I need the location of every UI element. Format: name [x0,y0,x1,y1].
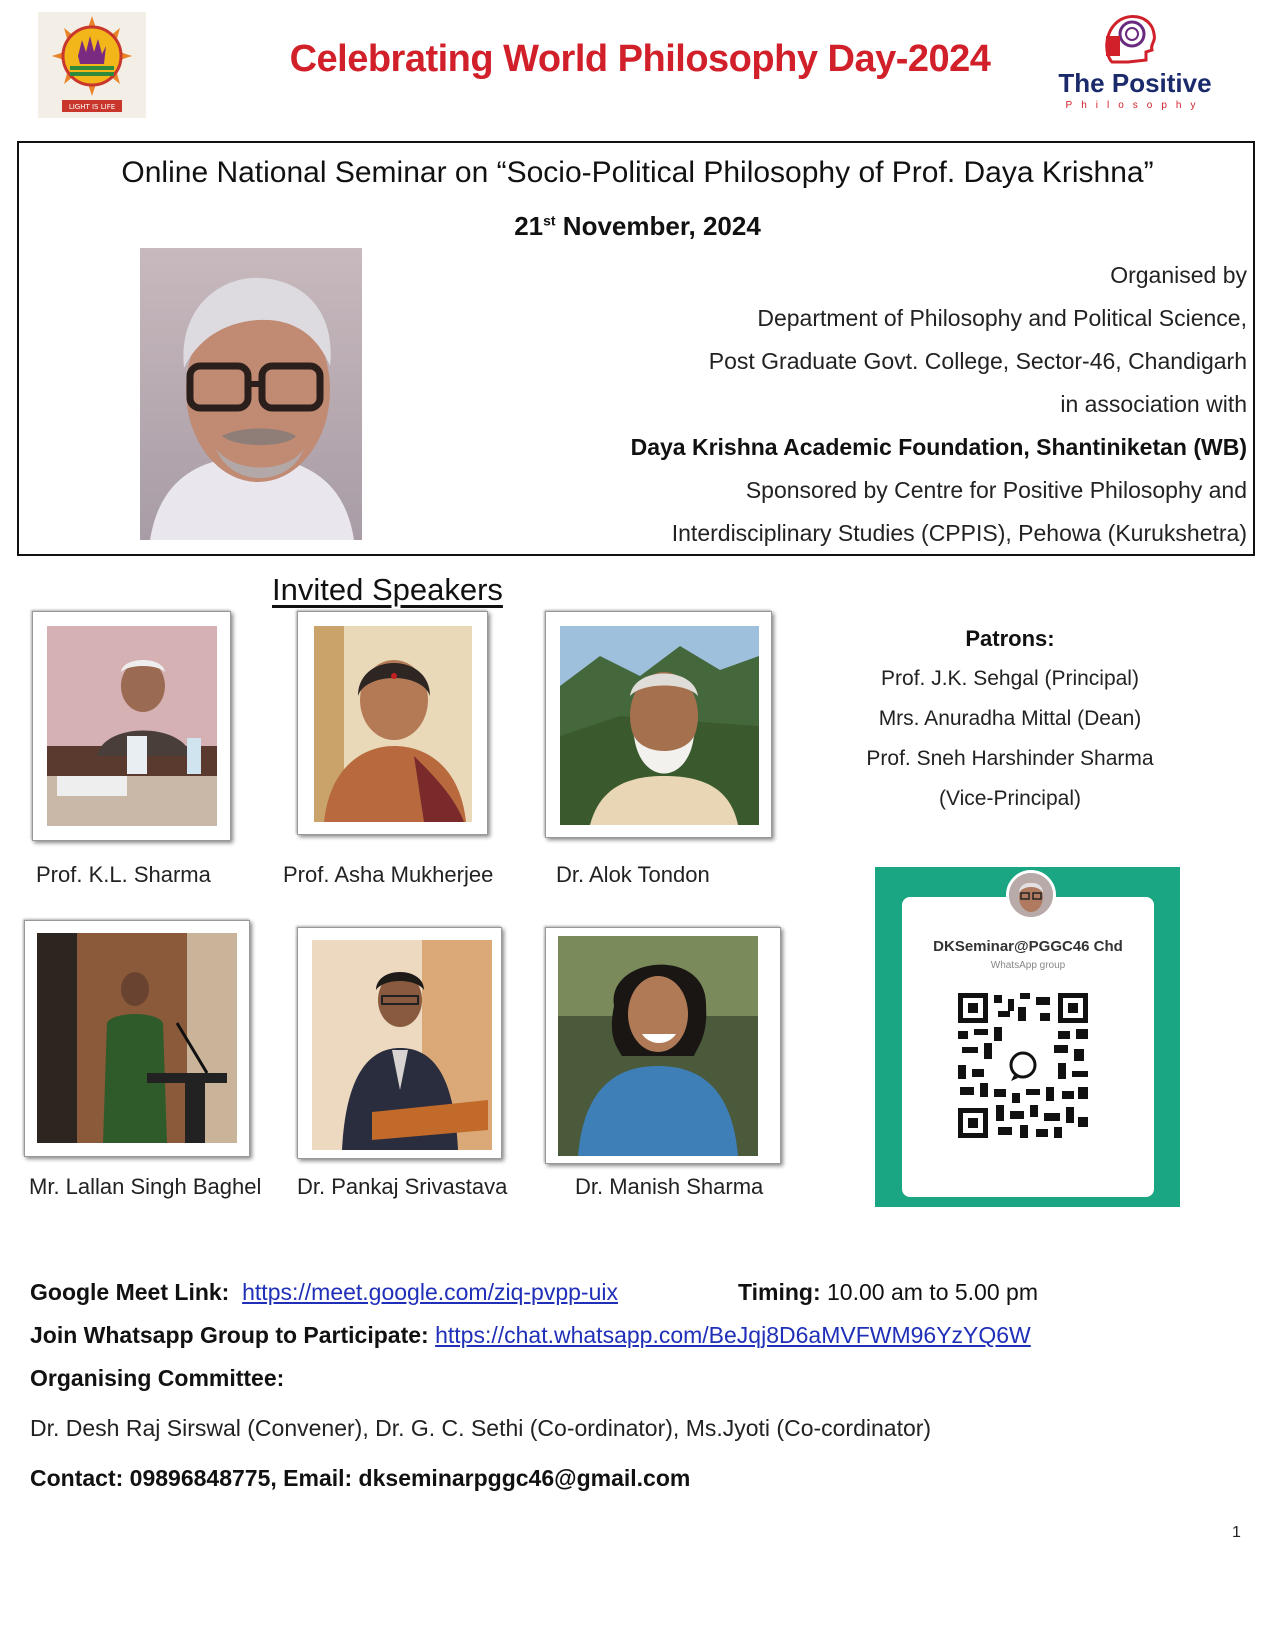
patron-line: Prof. Sneh Harshinder Sharma [866,747,1154,770]
speaker-name: Dr. Pankaj Srivastava [297,1174,508,1199]
page-title: Celebrating World Philosophy Day-2024 [289,38,991,80]
org-department: Department of Philosophy and Political Science, [757,305,1247,331]
positive-philosophy-logo [1030,12,1240,112]
patron-line: Prof. J.K. Sehgal (Principal) [881,667,1139,690]
org-college: Post Graduate Govt. College, Sector-46, Chandigarh [708,348,1247,374]
speaker-name: Prof. K.L. Sharma [36,862,211,887]
seminar-title: Online National Seminar on “Socio-Political Philosophy of Prof. Daya Krishna” [121,156,1154,189]
speaker-name: Dr. Manish Sharma [575,1174,764,1199]
speaker-photo-frame [297,611,488,835]
page-number: 1 [1232,1524,1241,1541]
logo-word-positive: The Positive [1058,68,1212,98]
timing-value: 10.00 am to 5.00 pm [827,1279,1038,1305]
contact-line: Contact: 09896848775, Email: dkseminarpggc46@gmail.com [30,1465,691,1491]
seminar-date: 21st November, 2024 [514,211,761,241]
speaker-name: Prof. Asha Mukherjee [283,862,494,887]
org-foundation: Daya Krishna Academic Foundation, Shantiniketan (WB) [630,434,1247,460]
speaker-photo-alok-tondon [560,626,759,825]
group-avatar [1006,870,1056,920]
committee-members: Dr. Desh Raj Sirswal (Convener), Dr. G. C. Sethi (Co-ordinator), Ms.Jyoti (Co-cordinator) [30,1415,932,1441]
logo-motto: LIGHT IS LIFE [68,103,116,111]
invited-speakers-heading: Invited Speakers [272,572,503,607]
org-sponsor-2: Interdisciplinary Studies (CPPIS), Pehowa (Kurukshetra) [671,520,1247,546]
speaker-name: Dr. Alok Tondon [556,862,710,887]
speaker-photo-frame [32,611,231,841]
meet-label: Google Meet Link: [30,1279,230,1305]
whatsapp-qr-code[interactable] [958,993,1088,1138]
speaker-photo-manish-sharma [558,936,758,1156]
speaker-photo-pankaj-srivastava [312,940,492,1150]
head-spiral-icon [1098,12,1162,66]
whatsapp-label: Join Whatsapp Group to Participate: [30,1322,429,1348]
speaker-photo-frame [545,611,772,838]
speaker-photo-frame [297,927,502,1159]
patron-line: (Vice-Principal) [939,787,1081,810]
speaker-photo-lallan-singh-baghel [37,933,237,1143]
timing-row [738,1279,1038,1306]
committee-label: Organising Committee: [30,1365,285,1391]
whatsapp-group-name: DKSeminar@PGGC46 Chd [933,938,1123,955]
whatsapp-link[interactable]: https://chat.whatsapp.com/BeJqj8D6aMVFWM96YzYQ6W [435,1322,1031,1348]
patrons-heading: Patrons: [965,626,1055,651]
speaker-photo-asha-mukherjee [314,626,472,822]
speaker-name: Mr. Lallan Singh Baghel [29,1174,262,1199]
logo-word-philosophy: Philosophy [1065,100,1205,111]
org-association: in association with [1060,391,1247,417]
meet-row [30,1279,618,1306]
org-sponsor-1: Sponsored by Centre for Positive Philosophy and [745,477,1247,503]
speaker-photo-frame [545,927,781,1164]
timing-label: Timing: [738,1279,821,1305]
speaker-photo-frame [24,920,250,1157]
whatsapp-row [30,1322,1031,1349]
patron-line: Mrs. Anuradha Mittal (Dean) [878,707,1142,730]
daya-krishna-portrait [140,248,362,540]
org-organised-by: Organised by [1110,262,1247,288]
whatsapp-group-sub: WhatsApp group [990,960,1066,971]
meet-link[interactable]: https://meet.google.com/ziq-pvpp-uix [242,1279,618,1305]
speaker-photo-kl-sharma [47,626,217,826]
college-logo [38,12,146,118]
